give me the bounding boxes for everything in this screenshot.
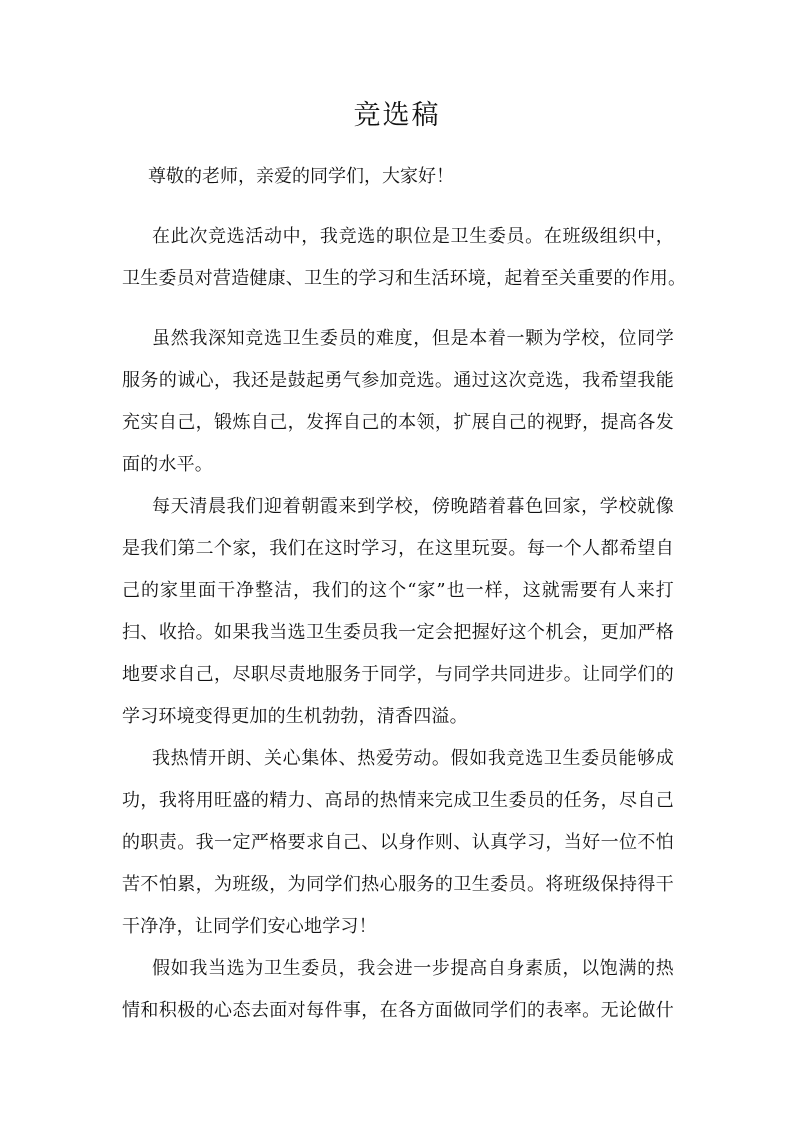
paragraph-4-line-2: 功，我将用旺盛的精力、高昂的热情来完成卫生委员的任务，尽自己 [122,790,674,811]
paragraph-3-line-1: 每天清晨我们迎着朝霞来到学校，傍晚踏着暮色回家，学校就像 [152,496,674,517]
paragraph-3-line-6: 学习环境变得更加的生机勃勃，清香四溢。 [122,706,468,727]
document-title: 竞选稿 [353,100,441,131]
paragraph-2-line-3: 充实自己，锻炼自己，发挥自己的本领，扩展自己的视野，提高各发 [122,412,674,433]
paragraph-2-line-4: 面的水平。 [122,454,213,475]
paragraph-2-line-1: 虽然我深知竞选卫生委员的难度，但是本着一颗为学校，位同学 [152,328,674,349]
paragraph-3-line-4: 扫、收拾。如果我当选卫生委员我一定会把握好这个机会，更加严格 [122,622,674,643]
paragraph-2-line-2: 服务的诚心，我还是鼓起勇气参加竞选。通过这次竞选，我希望我能 [122,370,674,391]
paragraph-4-line-3: 的职责。我一定严格要求自己、以身作则、认真学习，当好一位不怕 [122,832,674,853]
paragraph-5-line-2: 情和积极的心态去面对每件事，在各方面做同学们的表率。无论做什 [122,1000,674,1021]
paragraph-5-line-1: 假如我当选为卫生委员，我会进一步提高自身素质，以饱满的热 [152,958,674,979]
greeting-line: 尊敬的老师，亲爱的同学们，大家好！ [148,166,454,187]
paragraph-3-line-5: 地要求自己，尽职尽责地服务于同学，与同学共同进步。让同学们的 [122,664,674,685]
paragraph-3-line-3: 己的家里面干净整洁，我们的这个“家”也一样，这就需要有人来打 [122,580,674,601]
paragraph-4-line-5: 干净净，让同学们安心地学习！ [122,916,377,937]
paragraph-3-line-2: 是我们第二个家，我们在这时学习，在这里玩耍。每一个人都希望自 [122,538,674,559]
paragraph-4-line-4: 苦不怕累，为班级，为同学们热心服务的卫生委员。将班级保持得干 [122,874,674,895]
paragraph-4-line-1: 我热情开朗、关心集体、热爱劳动。假如我竞选卫生委员能够成 [152,748,674,769]
paragraph-1-line-1: 在此次竞选活动中，我竞选的职位是卫生委员。在班级组织中， [152,226,674,247]
paragraph-1-line-2: 卫生委员对营造健康、卫生的学习和生活环境，起着至关重要的作用。 [122,268,687,289]
